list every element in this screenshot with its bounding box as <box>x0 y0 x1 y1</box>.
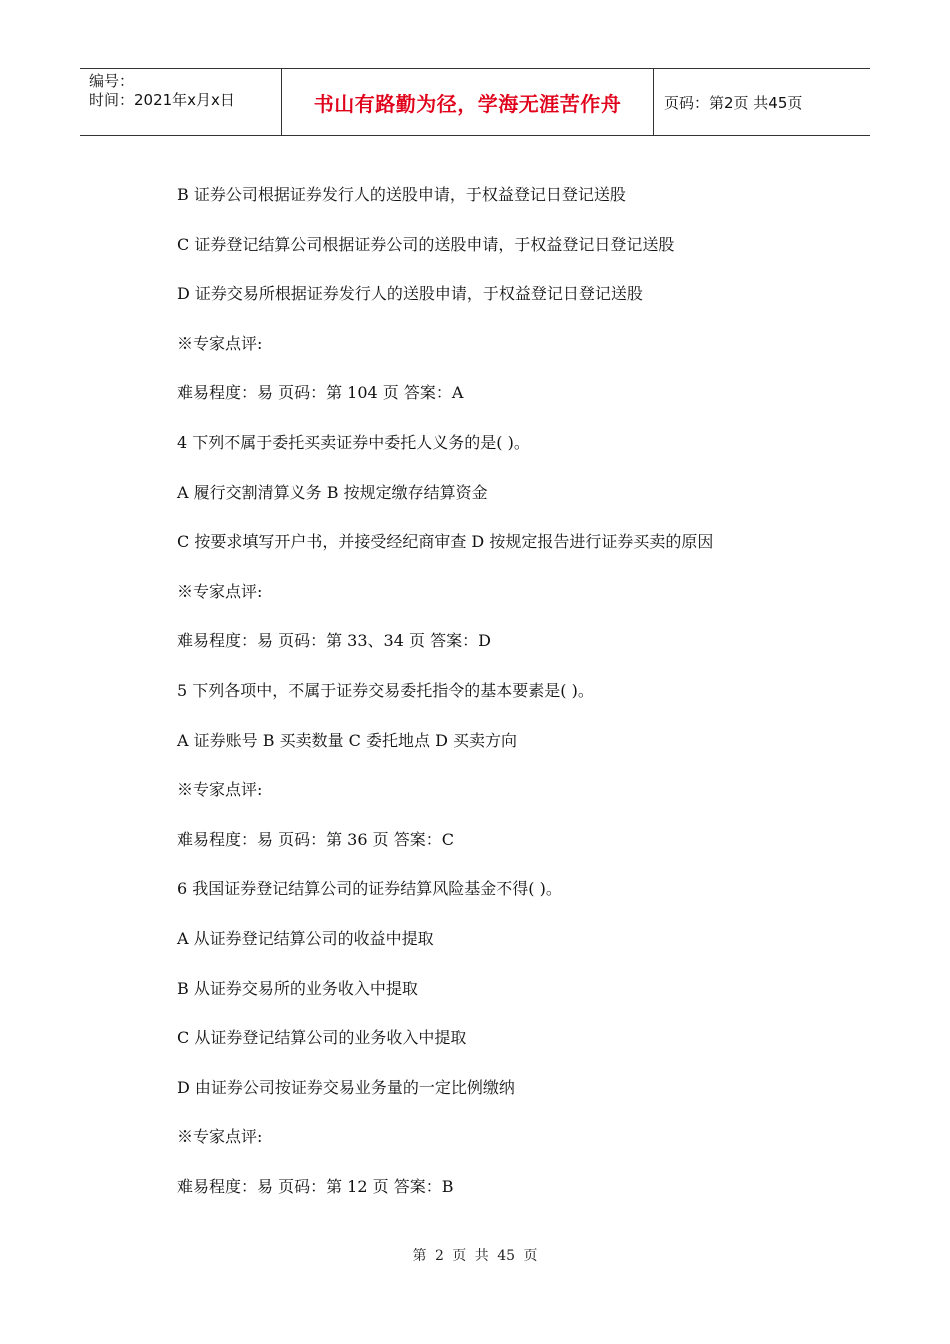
document-body <box>177 182 877 1223</box>
expert-comment-label: ※专家点评: <box>177 581 263 601</box>
page-header <box>80 68 870 136</box>
option-c-line: C 证券登记结算公司根据证券公司的送股申请，于权益登记日登记送股 <box>177 234 675 254</box>
option-b-line: B 证券公司根据证券发行人的送股申请，于权益登记日登记送股 <box>177 185 626 204</box>
difficulty-answer-line: 难易程度：易 页码：第 33、34 页 答案：D <box>177 631 491 651</box>
question-4: 4 下列不属于委托买卖证券中委托人义务的是( )。 <box>177 432 530 452</box>
question-4-options-cd: C 按要求填写开户书，并接受经纪商审查 D 按规定报告进行证券买卖的原因 <box>177 532 714 552</box>
difficulty-answer-line: 难易程度：易 页码：第 36 页 答案：C <box>177 829 454 849</box>
header-meta <box>80 69 282 135</box>
question-5-options: A 证券账号 B 买卖数量 C 委托地点 D 买卖方向 <box>177 730 517 750</box>
question-6: 6 我国证券登记结算公司的证券结算风险基金不得( )。 <box>177 879 562 899</box>
difficulty-answer-line: 难易程度：易 页码：第 104 页 答案：A <box>177 383 464 403</box>
header-motto: 书山有路勤为径，学海无涯苦作舟 <box>282 69 654 135</box>
question-6-option-d: D 由证券公司按证券交易业务量的一定比例缴纳 <box>177 1077 515 1097</box>
option-d-line: D 证券交易所根据证券发行人的送股申请，于权益登记日登记送股 <box>177 284 643 304</box>
expert-comment-label: ※专家点评: <box>177 1127 263 1147</box>
difficulty-answer-line: 难易程度：易 页码：第 12 页 答案：B <box>177 1176 454 1196</box>
question-6-option-b: B 从证券交易所的业务收入中提取 <box>177 978 418 998</box>
page-footer: 第 2 页 共 45 页 <box>412 1248 538 1264</box>
question-4-options-ab: A 履行交割清算义务 B 按规定缴存结算资金 <box>177 482 488 502</box>
header-page-info: 页码：第2页 共45页 <box>664 93 803 112</box>
question-5: 5 下列各项中，不属于证券交易委托指令的基本要素是( )。 <box>177 680 594 700</box>
expert-comment-label: ※专家点评: <box>177 780 263 800</box>
question-6-option-a: A 从证券登记结算公司的收益中提取 <box>177 928 434 948</box>
document-date: 时间：2021年x月x日 <box>89 91 235 109</box>
expert-comment-label: ※专家点评: <box>177 333 263 353</box>
question-6-option-c: C 从证券登记结算公司的业务收入中提取 <box>177 1028 467 1048</box>
document-number-label: 编号： <box>89 72 135 90</box>
